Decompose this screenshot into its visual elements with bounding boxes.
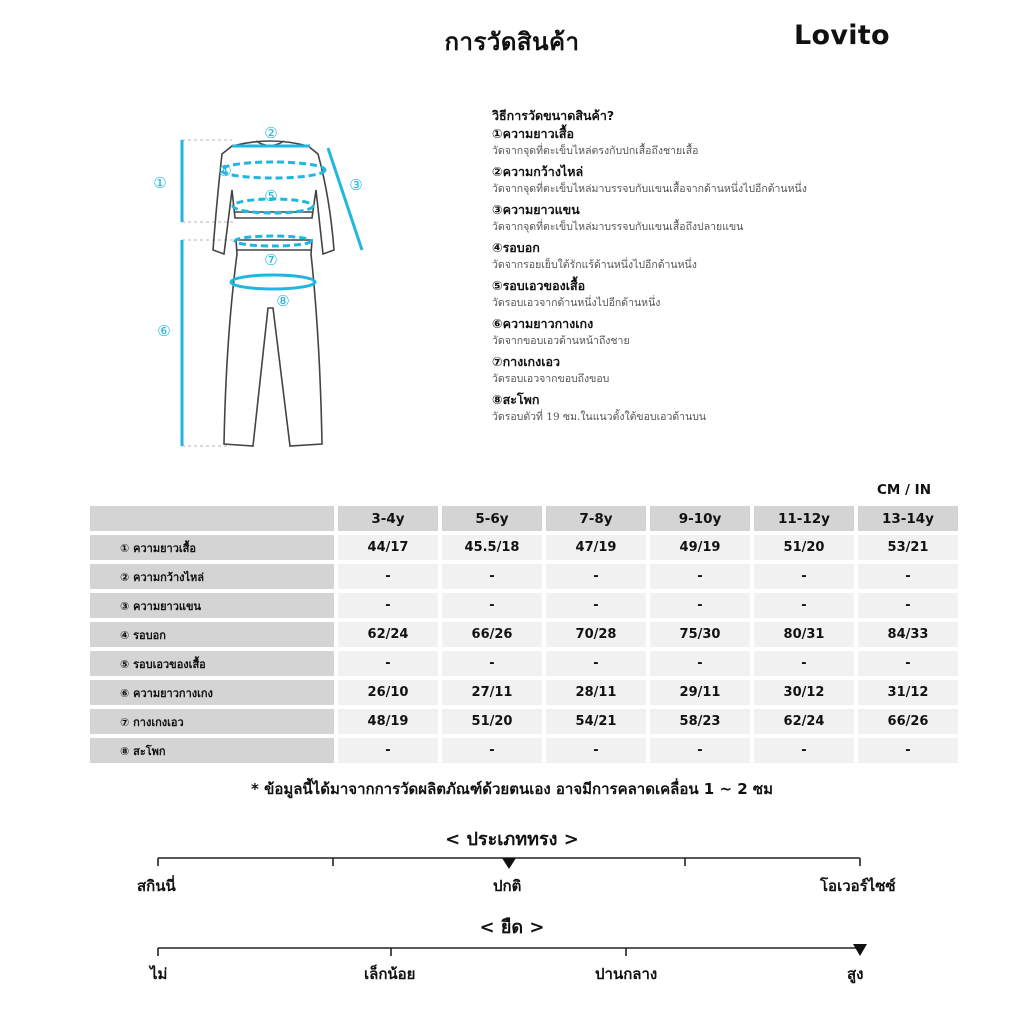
table-cell: - (442, 564, 542, 589)
table-cell: 49/19 (650, 535, 750, 560)
brand-logo: Lovito (794, 20, 890, 51)
table-cell: - (546, 651, 646, 676)
column-header: 5-6y (442, 506, 542, 531)
marker-6: ⑥ (157, 322, 171, 340)
guide-item (492, 276, 932, 311)
table-cell: 44/17 (338, 535, 438, 560)
column-header: 7-8y (546, 506, 646, 531)
marker-1: ① (153, 174, 167, 192)
table-cell: - (754, 738, 854, 763)
guide-item-desc: วัดจากขอบเอวด้านหน้าถึงชาย (492, 335, 630, 347)
guide-item-desc: วัดรอบเอวจากด้านหนึ่งไปอีกด้านหนึ่ง (492, 297, 661, 309)
table-cell: 66/26 (858, 709, 958, 734)
guide-item-desc: วัดจากรอยเย็บใต้รักแร้ด้านหนึ่งไปอีกด้านหนึ่ง (492, 259, 697, 271)
table-cell: 31/12 (858, 680, 958, 705)
guide-item-desc: วัดจากจุดที่ตะเข็บไหล่มาบรรจบกับแขนเสื้อถึงปลายแขน (492, 221, 744, 233)
table-cell: - (650, 738, 750, 763)
table-cell: 62/24 (338, 622, 438, 647)
column-header: 11-12y (754, 506, 854, 531)
guide-item-desc: วัดจากจุดที่ตะเข็บไหล่ตรงกับปกเสื้อถึงชายเสื้อ (492, 145, 699, 157)
guide-item-desc: วัดรอบตัวที่ 19 ซม.ในแนวตั้งใต้ขอบเอวด้านบน (492, 411, 707, 423)
row-label: ② ความกว้างไหล่ (90, 564, 334, 589)
stretch-label-none: ไม่ (150, 965, 168, 983)
marker-5: ⑤ (264, 187, 278, 205)
table-cell: 75/30 (650, 622, 750, 647)
row-label: ① ความยาวเสื้อ (90, 535, 334, 560)
guide-item (492, 352, 932, 387)
table-cell: 51/20 (442, 709, 542, 734)
stretch-label-medium: ปานกลาง (595, 965, 658, 983)
table-cell: - (442, 738, 542, 763)
table-cell: - (338, 564, 438, 589)
table-cell: - (546, 593, 646, 618)
garment-illustration (150, 118, 390, 458)
measure-guide (492, 107, 932, 428)
table-cell: 66/26 (442, 622, 542, 647)
column-header: 13-14y (858, 506, 958, 531)
stretch-label-high: สูง (847, 965, 864, 983)
table-cell: 29/11 (650, 680, 750, 705)
table-cell: 80/31 (754, 622, 854, 647)
guide-item-title: ①ความยาวเสื้อ (492, 126, 574, 141)
table-cell: 70/28 (546, 622, 646, 647)
table-row (90, 564, 958, 589)
table-cell: - (442, 651, 542, 676)
table-cell: 30/12 (754, 680, 854, 705)
table-cell: 28/11 (546, 680, 646, 705)
row-label: ④ รอบอก (90, 622, 334, 647)
guide-item-title: ③ความยาวแขน (492, 202, 580, 217)
marker-3: ③ (349, 176, 363, 194)
guide-item (492, 162, 932, 197)
table-cell: - (650, 564, 750, 589)
table-cell: - (858, 651, 958, 676)
table-cell: 48/19 (338, 709, 438, 734)
table-cell: 45.5/18 (442, 535, 542, 560)
fit-label-regular: ปกติ (493, 877, 522, 895)
table-cell: - (338, 651, 438, 676)
size-chart-table (86, 502, 962, 767)
row-label: ⑧ สะโพก (90, 738, 334, 763)
table-cell: 62/24 (754, 709, 854, 734)
table-cell: - (754, 564, 854, 589)
row-label: ⑤ รอบเอวของเสื้อ (90, 651, 334, 676)
table-cell: 47/19 (546, 535, 646, 560)
fit-selected-marker (502, 858, 516, 869)
table-cell: - (546, 738, 646, 763)
guide-item-desc: วัดรอบเอวจากขอบถึงขอบ (492, 373, 610, 385)
marker-4: ④ (218, 162, 232, 180)
row-label: ③ ความยาวแขน (90, 593, 334, 618)
column-header: 3-4y (338, 506, 438, 531)
table-cell: - (858, 593, 958, 618)
stretch-scale-title: < ยืด > (479, 917, 545, 938)
fit-scale-title: < ประเภททรง > (445, 829, 579, 850)
column-header: 9-10y (650, 506, 750, 531)
fit-label-skinny: สกินนี่ (137, 877, 176, 895)
table-cell: 53/21 (858, 535, 958, 560)
table-cell: 27/11 (442, 680, 542, 705)
guide-item (492, 124, 932, 159)
table-row (90, 593, 958, 618)
table-cell: - (338, 738, 438, 763)
table-row (90, 535, 958, 560)
guide-item-title: ⑥ความยาวกางเกง (492, 316, 594, 331)
table-cell: - (442, 593, 542, 618)
guide-item-title: ②ความกว้างไหล่ (492, 164, 584, 179)
stretch-label-slight: เล็กน้อย (364, 965, 416, 983)
guide-item-title: ④รอบอก (492, 240, 540, 255)
table-header-row (90, 506, 958, 531)
table-row (90, 622, 958, 647)
table-cell: 51/20 (754, 535, 854, 560)
fit-scale-bar (150, 850, 870, 874)
table-cell: - (650, 593, 750, 618)
table-cell: - (650, 651, 750, 676)
table-row (90, 709, 958, 734)
page-title: การวัดสินค้า (444, 28, 580, 56)
measure-guide-question: วิธีการวัดขนาดสินค้า? (492, 108, 615, 123)
table-row (90, 680, 958, 705)
marker-2: ② (264, 124, 278, 142)
marker-8: ⑧ (276, 292, 290, 310)
table-cell: - (754, 593, 854, 618)
table-cell: - (754, 651, 854, 676)
guide-item-title: ⑦กางเกงเอว (492, 354, 561, 369)
fit-label-oversize: โอเวอร์ไซซ์ (820, 877, 896, 895)
guide-item (492, 238, 932, 273)
marker-7: ⑦ (264, 251, 278, 269)
row-label: ⑦ กางเกงเอว (90, 709, 334, 734)
table-cell: - (858, 738, 958, 763)
guide-item (492, 390, 932, 425)
table-header-blank (90, 506, 334, 531)
guide-item-desc: วัดจากจุดที่ตะเข็บไหล่มาบรรจบกับแขนเสื้อจากด้านหนึ่งไปอีกด้านหนึ่ง (492, 183, 807, 195)
table-cell: - (858, 564, 958, 589)
table-row (90, 651, 958, 676)
table-cell: 26/10 (338, 680, 438, 705)
guide-item-title: ⑤รอบเอวของเสื้อ (492, 278, 586, 293)
table-cell: - (546, 564, 646, 589)
table-cell: 54/21 (546, 709, 646, 734)
stretch-scale-bar (150, 938, 870, 962)
guide-item (492, 200, 932, 235)
unit-label: CM / IN (877, 482, 931, 498)
table-cell: - (338, 593, 438, 618)
stretch-selected-marker (853, 944, 867, 956)
table-cell: 58/23 (650, 709, 750, 734)
row-label: ⑥ ความยาวกางเกง (90, 680, 334, 705)
measurement-note: * ข้อมูลนี้ได้มาจากการวัดผลิตภัณฑ์ด้วยตนเอง อาจมีการคลาดเคลื่อน 1 ~ 2 ซม (251, 780, 773, 798)
guide-item (492, 314, 932, 349)
table-row (90, 738, 958, 763)
table-cell: 84/33 (858, 622, 958, 647)
guide-item-title: ⑧สะโพก (492, 392, 540, 407)
